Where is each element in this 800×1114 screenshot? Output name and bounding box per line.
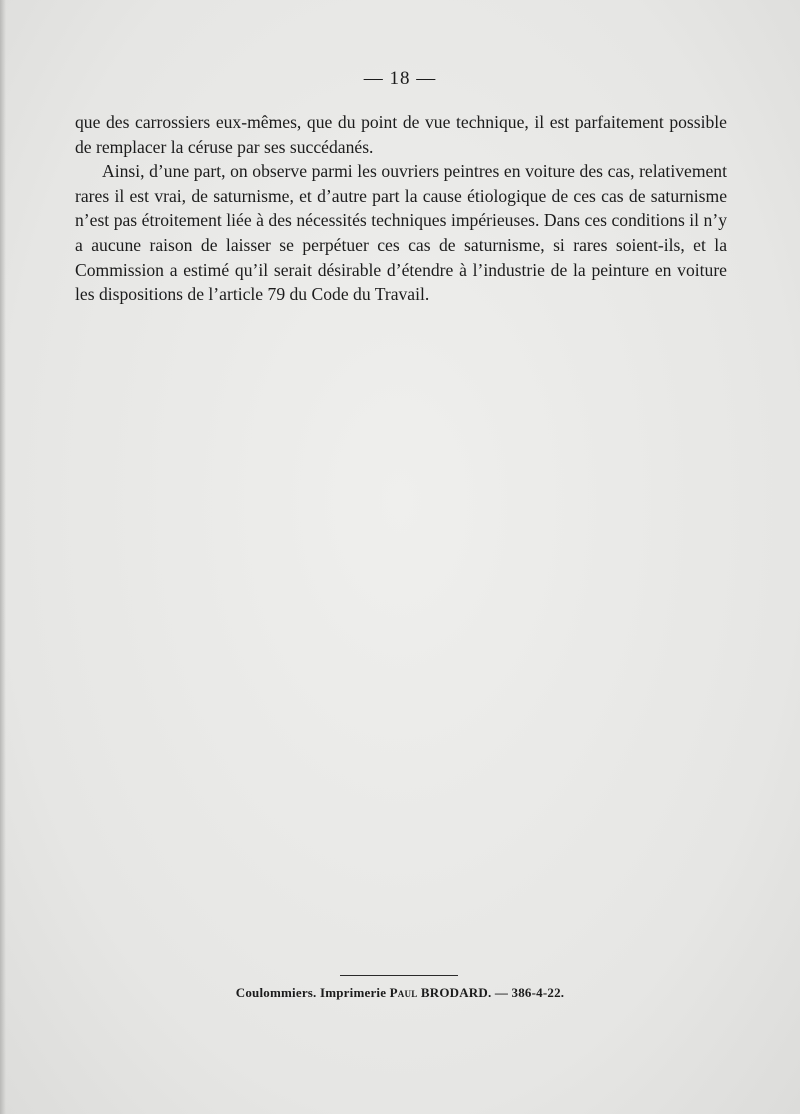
imprint-city: Coulommiers. Imprimerie [235, 985, 390, 1000]
imprint-printer-first: Paul [389, 985, 418, 1000]
paragraph-conclusion: Ainsi, d’une part, on observe parmi les ouvriers peintres en voiture des cas, relativement rares il est vrai, de saturnisme, et d’autre part la cause étiologique de ces cas de saturnisme n’est pas étroitement liée à des nécessités techniques impérieuses. Dans ces conditions il n’y a aucune raison de laisser se perpétuer ces cas de saturnisme, si rares soient-ils, et la Commission a estimé qu’il serait désirable d’étendre à l’industrie de la peinture en voiture les dispositions de l’article 79 du Code du Travail. [75, 161, 727, 305]
page-edge-shadow [0, 0, 6, 1114]
page-number: — 18 — [363, 68, 437, 89]
imprint-printer-last: BRODARD. — 386-4-22. [417, 985, 565, 1000]
paragraph-continuation: que des carrossiers eux-mêmes, que du point de vue technique, il est parfaitement possible de remplacer la céruse par ses succédanés. [75, 112, 727, 157]
printer-imprint [0, 985, 800, 1001]
footer-divider [340, 975, 458, 976]
body-text [75, 110, 727, 307]
